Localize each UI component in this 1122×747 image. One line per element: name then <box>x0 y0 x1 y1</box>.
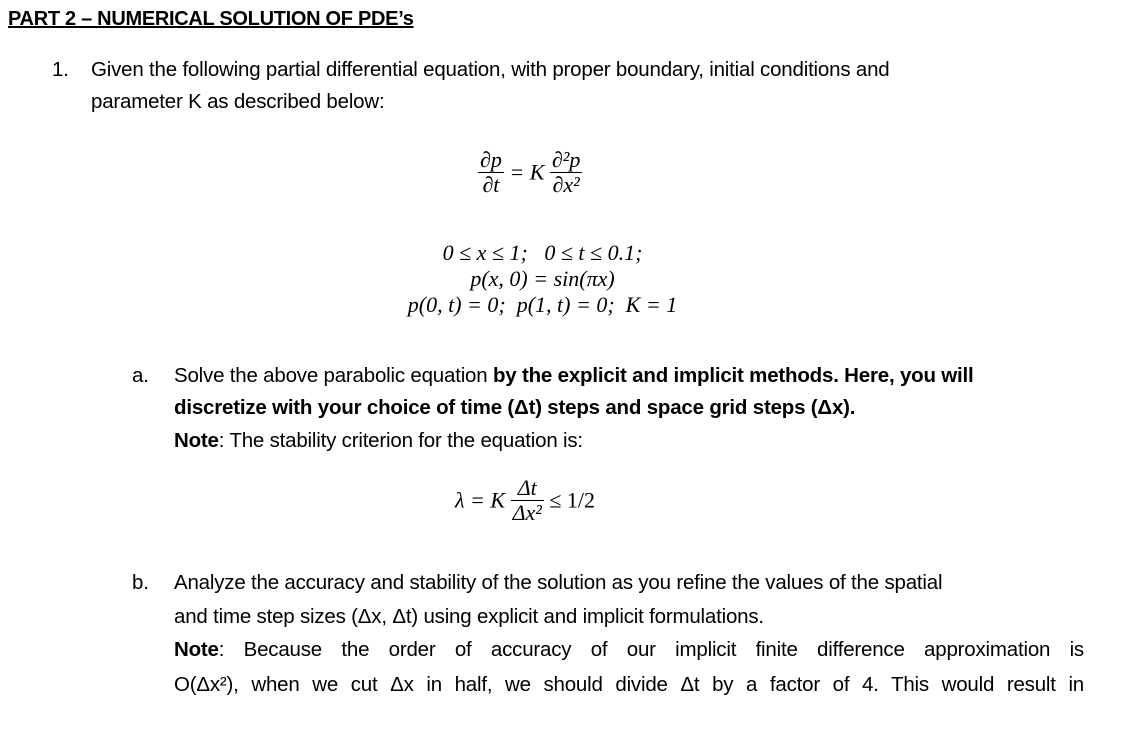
question-number: 1. <box>52 58 69 81</box>
part-a-line2: discretize with your choice of time (Δt) steps and space grid steps (Δx). <box>174 396 856 419</box>
equals-k: = K <box>509 159 545 185</box>
section-title: PART 2 – NUMERICAL SOLUTION OF PDE’s <box>8 8 414 30</box>
stability-criterion: λ = K $\frac{\Delta t}{\text{Δx²}}$ ≤ 1/2 <box>455 475 596 525</box>
part-b-line2: and time step sizes (Δx, Δt) using explicit and implicit formulations. <box>174 605 764 628</box>
part-a-line1: Solve the above parabolic equation by the explicit and implicit methods. Here, you will <box>174 364 974 387</box>
lhs-fraction: $\frac{\partial p}{\partial t}$ <box>480 147 502 197</box>
part-a-label: a. <box>132 364 149 387</box>
part-b-note-line1: Note: Because the order of accuracy of our implicit finite difference approximation is <box>174 638 1084 661</box>
part-b-line1: Analyze the accuracy and stability of the solution as you refine the values of the spatial <box>174 571 943 594</box>
question-text-line2: parameter K as described below: <box>91 90 385 113</box>
part-b-note-line2: O(Δx²), when we cut Δx in half, we should divide Δt by a factor of 4. This would result in <box>174 673 1084 696</box>
initial-condition: p(x, 0) = sin(πx) <box>470 266 615 291</box>
part-a-note: Note: The stability criterion for the equation is: <box>174 429 583 452</box>
boundary-condition: p(0, t) = 0; p(1, t) = 0; K = 1 <box>407 292 678 317</box>
part-b-label: b. <box>132 571 149 594</box>
domain-condition: 0 ≤ x ≤ 1; 0 ≤ t ≤ 0.1; <box>442 240 643 265</box>
pde-equation <box>478 148 582 197</box>
stability-fraction: $\frac{\Delta t}{\text{Δx²}}$ <box>512 475 542 525</box>
rhs-fraction: $\frac{\text{∂²p}}{\text{∂x²}}$ <box>551 147 581 197</box>
question-text-line1: Given the following partial differential equation, with proper boundary, initial conditions and <box>91 58 890 81</box>
conditions-block <box>0 240 1085 318</box>
